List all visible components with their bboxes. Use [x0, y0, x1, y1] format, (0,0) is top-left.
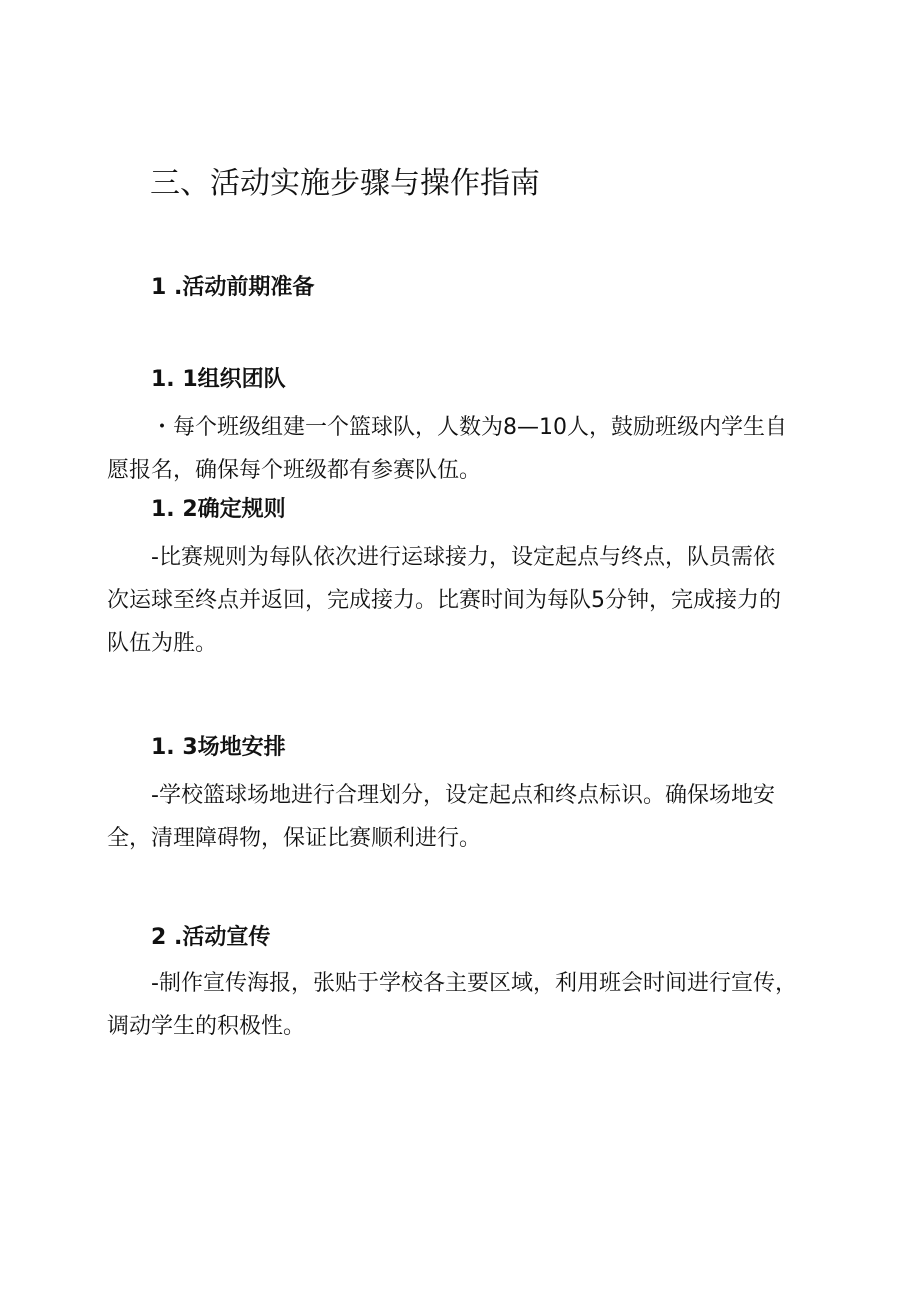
paragraph-team — [107, 406, 817, 492]
paragraph-line: 队伍为胜。 — [107, 631, 218, 656]
subsection-heading-team: 1. 1组织团队 — [151, 367, 286, 392]
paragraph-line: -制作宣传海报，张贴于学校各主要区域，利用班会时间进行宣传， — [151, 971, 797, 996]
paragraph-line: 次运球至终点并返回，完成接力。比赛时间为每队5分钟，完成接力的 — [107, 588, 781, 613]
paragraph-promotion — [107, 962, 817, 1048]
paragraph-line: 全，清理障碍物，保证比赛顺利进行。 — [107, 826, 482, 851]
subsection-heading-venue: 1. 3场地安排 — [151, 735, 286, 760]
paragraph-line: ・每个班级组建一个篮球队，人数为8—10人，鼓励班级内学生自 — [151, 415, 787, 440]
paragraph-line: -学校篮球场地进行合理划分，设定起点和终点标识。确保场地安 — [151, 783, 775, 808]
section-heading-preparation: 1 .活动前期准备 — [151, 275, 315, 300]
paragraph-line: 愿报名，确保每个班级都有参赛队伍。 — [107, 458, 482, 483]
paragraph-line: 调动学生的积极性。 — [107, 1014, 306, 1039]
section-heading-promotion: 2 .活动宣传 — [151, 925, 271, 950]
subsection-heading-rules: 1. 2确定规则 — [151, 497, 286, 522]
paragraph-venue — [107, 774, 817, 860]
paragraph-line: -比赛规则为每队依次进行运球接力，设定起点与终点，队员需依 — [151, 545, 775, 570]
page-title: 三、活动实施步骤与操作指南 — [150, 166, 540, 201]
paragraph-rules — [107, 536, 817, 665]
